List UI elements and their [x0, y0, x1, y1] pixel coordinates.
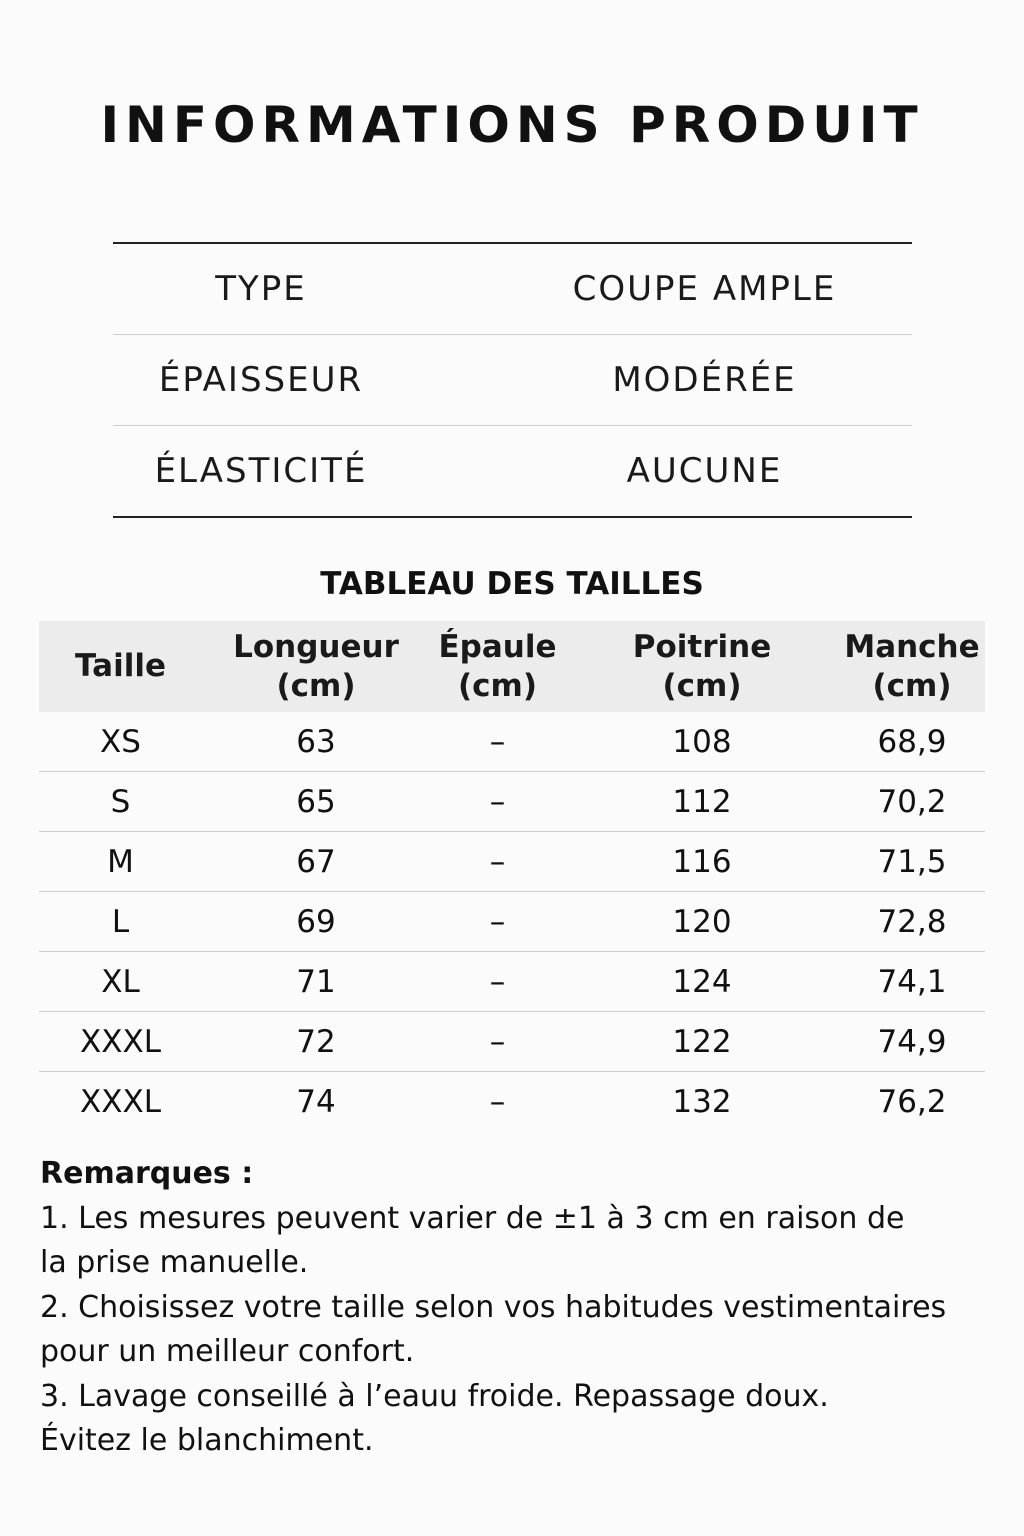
header-unit: (cm)	[872, 667, 952, 704]
cell-size: XXXL	[39, 1072, 202, 1132]
cell-length: 69	[202, 892, 430, 952]
header-unit: (cm)	[457, 667, 537, 704]
product-info-table	[113, 242, 912, 518]
cell-size: M	[39, 832, 202, 892]
cell-size: L	[39, 892, 202, 952]
note-line: 2. Choisissez votre taille selon vos habitudes vestimentaires	[40, 1289, 947, 1325]
header-label: Longueur	[233, 628, 399, 665]
table-row	[39, 832, 985, 892]
cell-sleeve: 76,2	[839, 1072, 985, 1132]
header-label: Manche	[844, 628, 980, 665]
header-unit: (cm)	[662, 667, 742, 704]
cell-length: 72	[202, 1012, 430, 1072]
size-chart-title: TABLEAU DES TAILLES	[320, 566, 704, 602]
notes-title: Remarques :	[40, 1156, 254, 1191]
info-row-type	[113, 244, 912, 335]
cell-sleeve: 74,9	[839, 1012, 985, 1072]
info-row-thickness	[113, 335, 912, 426]
cell-shoulder: –	[430, 832, 565, 892]
header-size	[39, 621, 202, 712]
info-key: TYPE	[215, 269, 307, 309]
cell-sleeve: 74,1	[839, 952, 985, 1012]
cell-length: 71	[202, 952, 430, 1012]
cell-sleeve: 72,8	[839, 892, 985, 952]
cell-length: 74	[202, 1072, 430, 1132]
page-title: INFORMATIONS PRODUIT	[100, 96, 924, 154]
note-line: 1. Les mesures peuvent varier de ±1 à 3 cm en raison de	[40, 1200, 905, 1236]
cell-length: 65	[202, 772, 430, 832]
info-key: ÉLASTICITÉ	[154, 451, 368, 491]
cell-sleeve: 70,2	[839, 772, 985, 832]
header-shoulder	[430, 621, 565, 712]
size-chart-header-row	[39, 621, 985, 712]
table-row	[39, 1012, 985, 1072]
info-value: MODÉRÉE	[612, 360, 797, 400]
cell-chest: 132	[565, 1072, 839, 1132]
header-sleeve	[839, 621, 985, 712]
cell-shoulder: –	[430, 1012, 565, 1072]
cell-chest: 120	[565, 892, 839, 952]
header-label: Taille	[75, 648, 166, 684]
note-line: Évitez le blanchiment.	[40, 1423, 374, 1458]
cell-size: XS	[100, 723, 141, 760]
notes-section	[40, 1152, 1000, 1464]
table-row	[39, 892, 985, 952]
cell-sleeve: 71,5	[839, 832, 985, 892]
info-key: ÉPAISSEUR	[158, 360, 364, 400]
table-row	[39, 952, 985, 1012]
cell-size: XL	[39, 952, 202, 1012]
info-row-elasticity	[113, 426, 912, 516]
size-chart-table	[39, 621, 985, 1131]
table-row	[39, 712, 985, 772]
note-line: la prise manuelle.	[40, 1245, 309, 1280]
cell-chest: 116	[565, 832, 839, 892]
info-value: AUCUNE	[626, 451, 783, 491]
cell-shoulder: –	[430, 1072, 565, 1132]
cell-chest: 122	[565, 1012, 839, 1072]
cell-chest: 124	[565, 952, 839, 1012]
header-chest	[565, 621, 839, 712]
cell-size: S	[39, 772, 202, 832]
table-row	[39, 772, 985, 832]
info-value: COUPE AMPLE	[572, 269, 837, 309]
header-unit: (cm)	[276, 667, 356, 704]
cell-shoulder: –	[430, 772, 565, 832]
cell-chest: 108	[672, 723, 732, 760]
cell-size: XXXL	[39, 1012, 202, 1072]
cell-length: 63	[296, 723, 336, 760]
header-length	[202, 621, 430, 712]
header-label: Épaule	[438, 628, 557, 665]
note-line: 3. Lavage conseillé à l’eauu froide. Repassage doux.	[40, 1378, 829, 1414]
note-line: pour un meilleur confort.	[40, 1334, 415, 1369]
table-row	[39, 1072, 985, 1132]
cell-shoulder: –	[430, 952, 565, 1012]
cell-shoulder: –	[430, 892, 565, 952]
header-label: Poitrine	[632, 628, 772, 665]
cell-length: 67	[202, 832, 430, 892]
cell-shoulder: –	[489, 723, 506, 760]
cell-sleeve: 68,9	[877, 723, 947, 760]
cell-chest: 112	[565, 772, 839, 832]
